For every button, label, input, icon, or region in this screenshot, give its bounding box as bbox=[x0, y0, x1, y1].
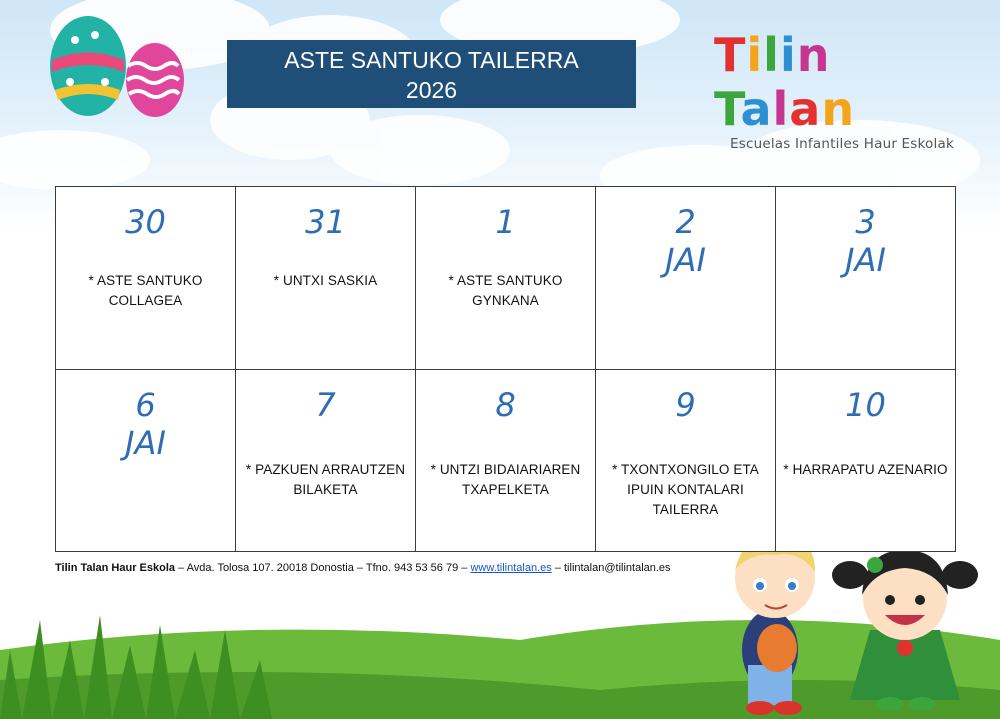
calendar-grid bbox=[55, 186, 956, 552]
holiday-label: JAI bbox=[845, 241, 886, 279]
calendar-day-cell bbox=[596, 369, 776, 552]
grass bbox=[0, 615, 1000, 719]
calendar-day-cell bbox=[776, 187, 956, 370]
activity-label: * HARRAPATU AZENARIO bbox=[783, 461, 948, 477]
easter-egg-teal-icon bbox=[50, 16, 126, 116]
calendar-day-cell bbox=[56, 369, 236, 552]
page-title bbox=[227, 40, 636, 108]
calendar-day-cell bbox=[56, 187, 236, 370]
activity-label: * UNTXI SASKIA bbox=[273, 273, 378, 288]
day-number: 1 bbox=[495, 203, 516, 241]
activity-label: * ASTE SANTUKO GYNKANA bbox=[448, 273, 563, 308]
footer-email: – tilintalan@tilintalan.es bbox=[551, 562, 671, 574]
logo-word-1: Tilin bbox=[714, 28, 831, 82]
activity-label: * TXONTXONGILO ETA IPUIN KONTALARI TAILERRA bbox=[612, 461, 759, 517]
logo-wordmark bbox=[714, 28, 964, 136]
footer-website-link[interactable]: www.tilintalan.es bbox=[470, 562, 552, 574]
title-line-2: 2026 bbox=[405, 77, 458, 103]
calendar-row bbox=[56, 369, 956, 552]
calendar-day-cell bbox=[236, 187, 416, 370]
calendar-day-cell bbox=[776, 369, 956, 552]
activity-label: * UNTZI BIDAIARIAREN TXAPELKETA bbox=[430, 461, 581, 497]
logo-subtitle: Escuelas Infantiles Haur Eskolak bbox=[730, 136, 954, 152]
calendar-day-cell bbox=[416, 369, 596, 552]
day-number: 3 bbox=[855, 203, 876, 241]
tilin-talan-logo bbox=[714, 28, 964, 152]
footer bbox=[55, 562, 671, 574]
calendar-day-cell bbox=[416, 187, 596, 370]
day-number: 31 bbox=[305, 203, 346, 241]
activity-label: * ASTE SANTUKO COLLAGEA bbox=[88, 273, 203, 308]
activity-label: * PAZKUEN ARRAUTZEN BILAKETA bbox=[245, 461, 406, 497]
day-number: 10 bbox=[845, 385, 886, 424]
logo-word-2: Talan bbox=[714, 82, 856, 136]
calendar-row bbox=[56, 187, 956, 370]
day-number: 30 bbox=[125, 203, 166, 241]
holiday-label: JAI bbox=[125, 423, 166, 462]
holiday-label: JAI bbox=[665, 241, 706, 279]
calendar-day-cell bbox=[596, 187, 776, 370]
easter-egg-pink-icon bbox=[126, 43, 184, 117]
calendar-day-cell bbox=[236, 369, 416, 552]
day-number: 2 bbox=[675, 203, 696, 241]
day-number: 9 bbox=[675, 385, 696, 424]
footer-address: – Avda. Tolosa 107. 20018 Donostia – Tfno. 943 53 56 79 – bbox=[175, 562, 471, 574]
day-number: 7 bbox=[315, 385, 336, 424]
day-number: 6 bbox=[135, 385, 156, 424]
title-line-1: ASTE SANTUKO TAILERRA bbox=[284, 47, 579, 73]
day-number: 8 bbox=[495, 385, 516, 424]
footer-school-name: Tilin Talan Haur Eskola bbox=[55, 562, 176, 574]
